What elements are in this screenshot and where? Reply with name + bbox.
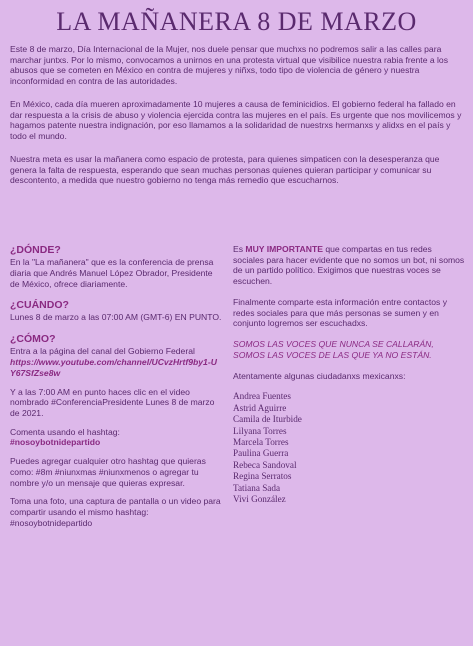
step-click-video: Y a las 7:00 AM en punto haces clic en el video nombrado #ConferenciaPresidente Lunes 8 de marzo de 2021. xyxy=(10,386,215,418)
intro-paragraph: Nuestra meta es usar la mañanera como espacio de protesta, para quienes simpaticen con la desesperanza que genera la falta de respuesta, esperando que sean muchas personas quienes quieran participar y comunicar su descontento, a medida que nuestro gobierno no tenga más remedio que escucharnos. xyxy=(10,153,440,186)
important-pre: Es xyxy=(233,244,246,254)
slogan: SOMOS LAS VOCES QUE NUNCA SE CALLARÁN, SOMOS LAS VOCES DE LAS QUE YA NO ESTÁN. xyxy=(233,339,434,360)
como-section xyxy=(10,333,222,528)
intro-paragraph: En México, cada día mueren aproximadamente 10 mujeres a causa de feminicidios. El gobierno federal ha fallado en dar respuesta a la crisis de abuso y violencia ejercida contra las mujeres en el país. Es urgente que nos movilicemos y hagamos patente nuestra indignación, por eso llamamos a la solidaridad de nuestrxs hermanxs y alidxs en el país y todo el mundo. xyxy=(10,98,462,142)
donde-heading: ¿DÓNDE? xyxy=(10,244,61,256)
step-extra-hashtags: Puedes agregar cualquier otro hashtag que quieras como: #8m #niunxmas #niunxmenos o agregar tu nombre y/o un mensaje que quieras expresar. xyxy=(10,456,206,488)
signatory-name: Regina Serratos xyxy=(233,471,292,482)
hashtag: #nosoybotnidepartido xyxy=(10,437,101,448)
cuando-heading: ¿CUÁNDO? xyxy=(10,299,69,312)
step-comment-text: Comenta usando el hashtag: xyxy=(10,426,120,437)
page-title: LA MAÑANERA 8 DE MARZO xyxy=(56,7,417,36)
step-share-photo: Toma una foto, una captura de pantalla o un video para compartir usando el mismo hashtag: #nosoybotnidepartido xyxy=(10,496,221,528)
signatory-name: Andrea Fuentes xyxy=(233,391,291,402)
intro-paragraph: Este 8 de marzo, Día Internacional de la Mujer, nos duele pensar que muchxs no podremos salir a las calles para marchar juntxs. Por lo mismo, convocamos a unirnos en una protesta virtual que visibilice nuestra rabia frente a los abusos que se cometen en México en contra de mujeres y niñxs, todo tipo de violencia de género y nuestra inconformidad en contra de las autoridades. xyxy=(10,44,449,87)
signatory-name: Marcela Torres xyxy=(233,436,289,447)
left-column xyxy=(10,244,222,539)
cuando-section xyxy=(10,299,222,323)
intro-section xyxy=(10,44,465,198)
important-emphasis: MUY IMPORTANTE xyxy=(245,244,323,254)
signatory-name: Astrid Aguirre xyxy=(233,402,287,413)
donde-text: En la "La mañanera" que es la conferencia de prensa diaria que Andrés Manuel López Obrador, Presidente de México, ofrece diariamente. xyxy=(10,257,214,289)
signatories-list xyxy=(233,391,465,505)
important-post: que compartas en tus redes sociales para hacer evidente que no somos un bot, ni somos de un partido político. Exigimos que nuestras voces se escuchen. xyxy=(233,244,465,287)
youtube-channel-link[interactable]: https://www.youtube.com/channel/UCvzHrtf9by1-UY67SfZse8w xyxy=(10,357,217,378)
signoff: Atentamente algunas ciudadanxs mexicanxs: xyxy=(233,370,406,381)
share-note: Finalmente comparte esta información entre contactos y redes sociales para que más personas se sumen y en conjunto logremos ser escuchadxs. xyxy=(233,296,447,329)
right-column xyxy=(233,244,465,505)
signatory-name: Lilyana Torres xyxy=(233,425,287,436)
cuando-text: Lunes 8 de marzo a las 07:00 AM (GMT-6) EN PUNTO. xyxy=(10,312,222,323)
como-heading: ¿CÓMO? xyxy=(10,333,56,346)
como-text: Entra a la página del canal del Gobierno Federal xyxy=(10,346,195,357)
como-instructions xyxy=(10,346,222,378)
donde-section xyxy=(10,244,222,289)
signatory-name: Paulina Guerra xyxy=(233,448,289,459)
signatory-name: Tatiana Sada xyxy=(233,482,281,493)
signatory-name: Vivi González xyxy=(233,494,286,504)
signatory-name: Camila de Iturbide xyxy=(233,414,302,425)
signatory-name: Rebeca Sandoval xyxy=(233,459,297,470)
important-note xyxy=(233,244,465,287)
step-comment xyxy=(10,427,222,448)
